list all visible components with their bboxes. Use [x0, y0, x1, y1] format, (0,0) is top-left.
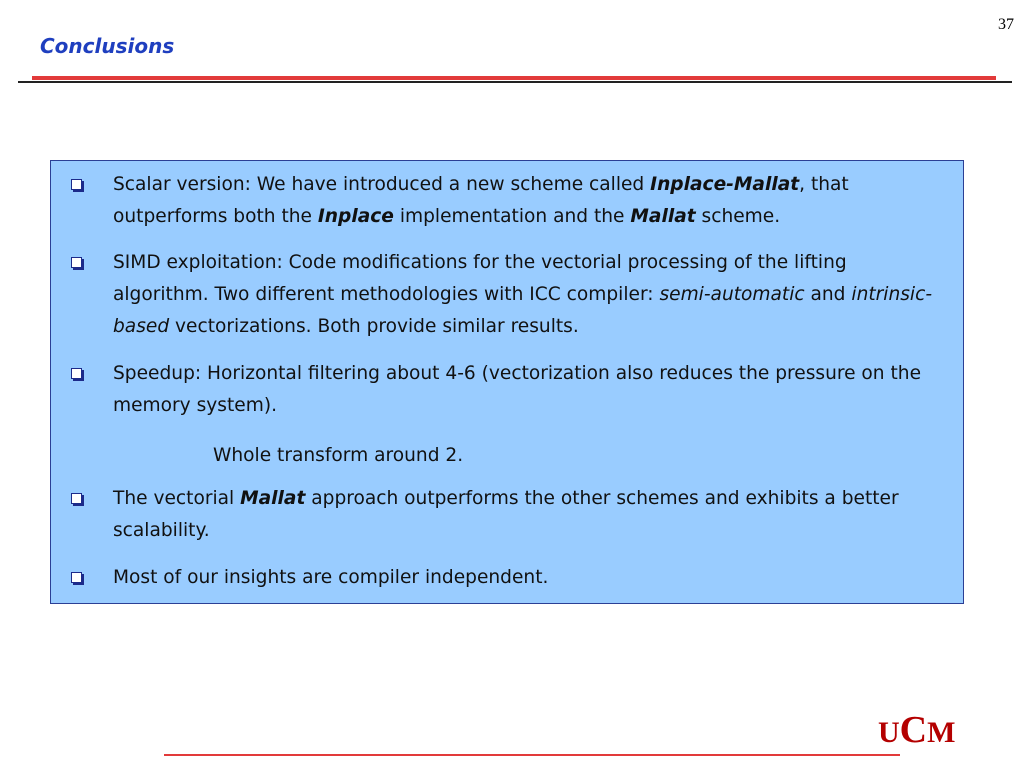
text-run: implementation and the: [393, 206, 631, 227]
text-run: and: [804, 284, 852, 305]
emphasis-run: Inplace-Mallat: [650, 174, 800, 195]
text-run: approach outperforms the other schemes and exhibits a better scalability.: [113, 488, 899, 541]
square-bullet-icon: [71, 179, 82, 190]
bullet-text: [113, 483, 943, 547]
text-run: vectorizations. Both provide similar results.: [169, 316, 579, 337]
bullet-text: [113, 169, 943, 233]
square-bullet-icon: [71, 368, 82, 379]
square-bullet-icon: [71, 257, 82, 268]
emphasis-run: Mallat: [240, 488, 306, 509]
slide-title: Conclusions: [40, 34, 175, 58]
emphasis-run: intrinsic-based: [113, 284, 933, 337]
logo-letter: C: [899, 709, 928, 751]
square-bullet-icon: [71, 572, 82, 583]
emphasis-run: Inplace: [317, 206, 394, 227]
page-number: 37: [998, 16, 1014, 33]
ucm-logo: [878, 708, 955, 752]
bullet-text: Most of our insights are compiler independent.: [113, 567, 549, 588]
emphasis-run: semi-automatic: [659, 284, 805, 305]
text-run: , that outperforms both the: [113, 174, 849, 227]
emphasis-run: Mallat: [630, 206, 696, 227]
text-run: Scalar version: We have introduced a new scheme called: [113, 174, 651, 195]
logo-letter: U: [878, 716, 900, 749]
content-box: [50, 160, 964, 604]
square-bullet-icon: [71, 493, 82, 504]
bullet-text: [113, 247, 943, 343]
footer-divider: [164, 754, 900, 756]
text-run: The vectorial: [113, 488, 241, 509]
bullet-text: Speedup: Horizontal filtering about 4-6 (vectorization also reduces the pressure on the memory system).: [113, 363, 922, 416]
title-divider-red: [32, 76, 996, 80]
text-run: scheme.: [695, 206, 781, 227]
bullet-subline: Whole transform around 2.: [213, 445, 464, 466]
logo-letter: M: [927, 716, 956, 749]
title-divider-black: [18, 81, 1012, 83]
text-run: SIMD exploitation: Code modifications for the vectorial processing of the lifting algorithm. Two different methodologies with ICC compiler:: [113, 252, 847, 305]
